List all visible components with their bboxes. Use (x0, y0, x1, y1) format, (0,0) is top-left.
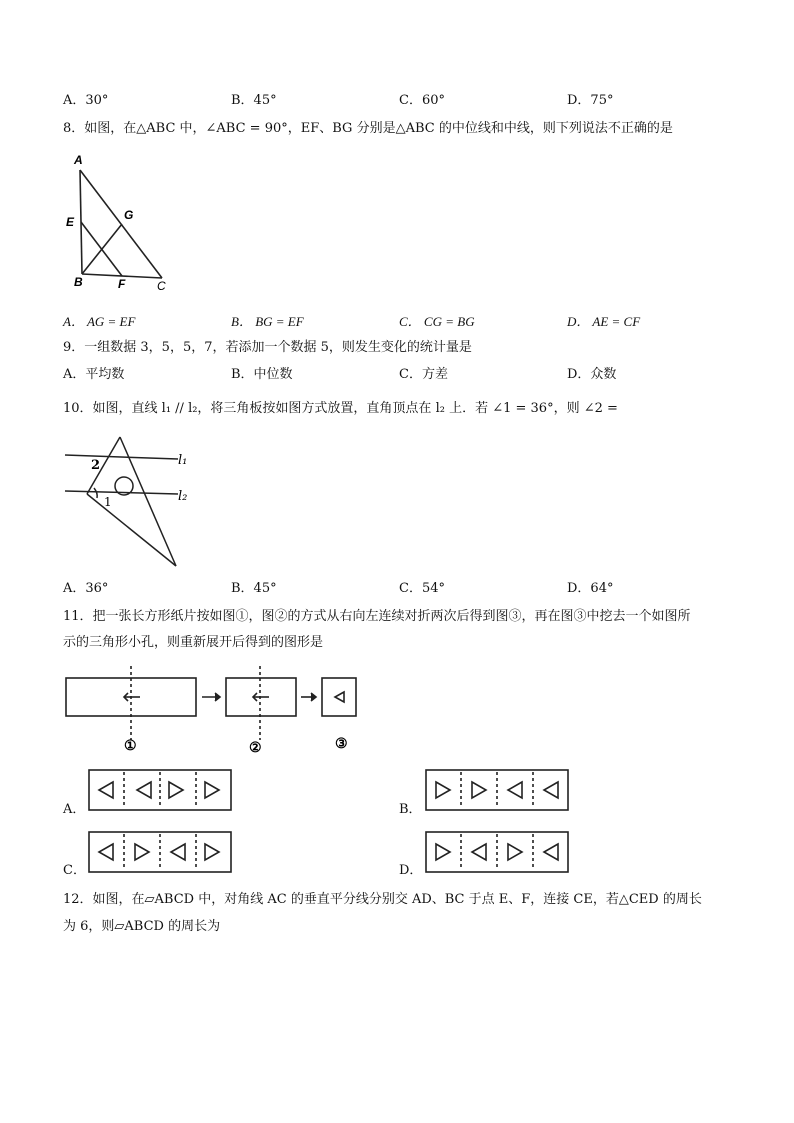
q9-option-b: B．中位数 (231, 367, 293, 382)
q9-option-d: D．众数 (567, 367, 617, 382)
triangle-right (472, 782, 486, 798)
set-square-edge-2 (87, 494, 176, 566)
label-g: G (124, 208, 134, 222)
q10-option-a: A．36° (63, 581, 109, 596)
label-b: B (74, 275, 83, 289)
angle1-label: 1 (104, 495, 112, 509)
q11-option-c-letter: C． (63, 863, 86, 878)
q9-stem: 9．一组数据 3，5，5，7，若添加一个数据 5，则发生变化的统计量是 (63, 340, 472, 355)
label-f: F (118, 277, 126, 291)
q11-stem-line1: 11．把一张长方形纸片按如图①，图②的方式从右向左连续对折两次后得到图③，再在图③中挖去一个如图所 (63, 609, 691, 624)
q8-stem: 8．如图，在△ABC 中，∠ABC = 90°，EF、BG 分别是△ABC 的中位线和中线，则下列说法不正确的是 (63, 121, 673, 136)
q10-option-b: B．45° (231, 581, 277, 596)
q11-stem-line2: 示的三角形小孔，则重新展开后得到的图形是 (63, 635, 324, 650)
q7-option-d: D．75° (567, 93, 614, 108)
q8-option-d: D． AE = CF (567, 314, 641, 329)
triangle-right (135, 844, 149, 860)
next-arrowhead-2 (311, 693, 316, 701)
l2-label: l₂ (178, 489, 188, 504)
q8-triangle-figure (60, 150, 180, 292)
step3-label: ③ (335, 736, 348, 752)
q12-stem-line1: 12．如图，在▱ABCD 中，对角线 AC 的垂直平分线分别交 AD、BC 于点 E、F，连接 CE，若△CED 的周长 (63, 892, 702, 907)
cut-triangle-hole (335, 692, 344, 702)
triangle-right (436, 782, 450, 798)
q11-option-a-letter: A． (63, 802, 86, 817)
q11-option-c-figure (87, 830, 233, 874)
q8-option-b: B． BG = EF (231, 314, 304, 329)
q8-option-c: C． CG = BG (399, 314, 475, 329)
q9-option-a: A．平均数 (63, 367, 125, 382)
triangle-left (544, 782, 558, 798)
triangle-right (508, 844, 522, 860)
q11-option-a-figure (87, 768, 233, 812)
angle2-label: 2 (91, 458, 101, 473)
q11-option-b-letter: B． (399, 802, 422, 817)
q11-folding-figure (60, 662, 365, 756)
triangle-right (169, 782, 183, 798)
step1-label: ① (124, 738, 137, 754)
angle1-arc (94, 488, 97, 498)
triangle-left (137, 782, 151, 798)
label-e: E (66, 215, 75, 229)
triangle-left (544, 844, 558, 860)
triangle-left (99, 782, 113, 798)
triangle-left (472, 844, 486, 860)
q7-option-c: C．60° (399, 93, 445, 108)
q10-set-square-figure (60, 432, 210, 572)
q10-option-c: C．54° (399, 581, 445, 596)
line-l1 (65, 455, 178, 459)
next-arrowhead-1 (215, 693, 220, 701)
triangle-right (436, 844, 450, 860)
triangle-left (508, 782, 522, 798)
q7-option-b: B．45° (231, 93, 277, 108)
q11-option-b-figure (424, 768, 570, 812)
q12-stem-line2: 为 6，则▱ABCD 的周长为 (63, 919, 221, 934)
paper-step3 (322, 678, 356, 716)
triangle-left (99, 844, 113, 860)
triangle-left (171, 844, 185, 860)
q8-option-a: A． AG = EF (63, 314, 136, 329)
triangle-right (205, 844, 219, 860)
line-l2 (65, 491, 178, 494)
label-c: C (157, 279, 166, 292)
triangle-right (205, 782, 219, 798)
set-square-edge-3 (120, 437, 176, 566)
q11-option-d-letter: D． (399, 863, 423, 878)
q10-option-d: D．64° (567, 581, 614, 596)
q11-option-d-figure (424, 830, 570, 874)
label-a: A (74, 153, 83, 167)
step2-label: ② (249, 740, 262, 756)
q10-stem: 10．如图，直线 l₁ // l₂，将三角板按如图方式放置，直角顶点在 l₂ 上．若 ∠1 = 36°，则 ∠2 = (63, 401, 618, 416)
q9-option-c: C．方差 (399, 367, 448, 382)
l1-label: l₁ (178, 453, 188, 468)
q7-option-a: A．30° (63, 93, 109, 108)
